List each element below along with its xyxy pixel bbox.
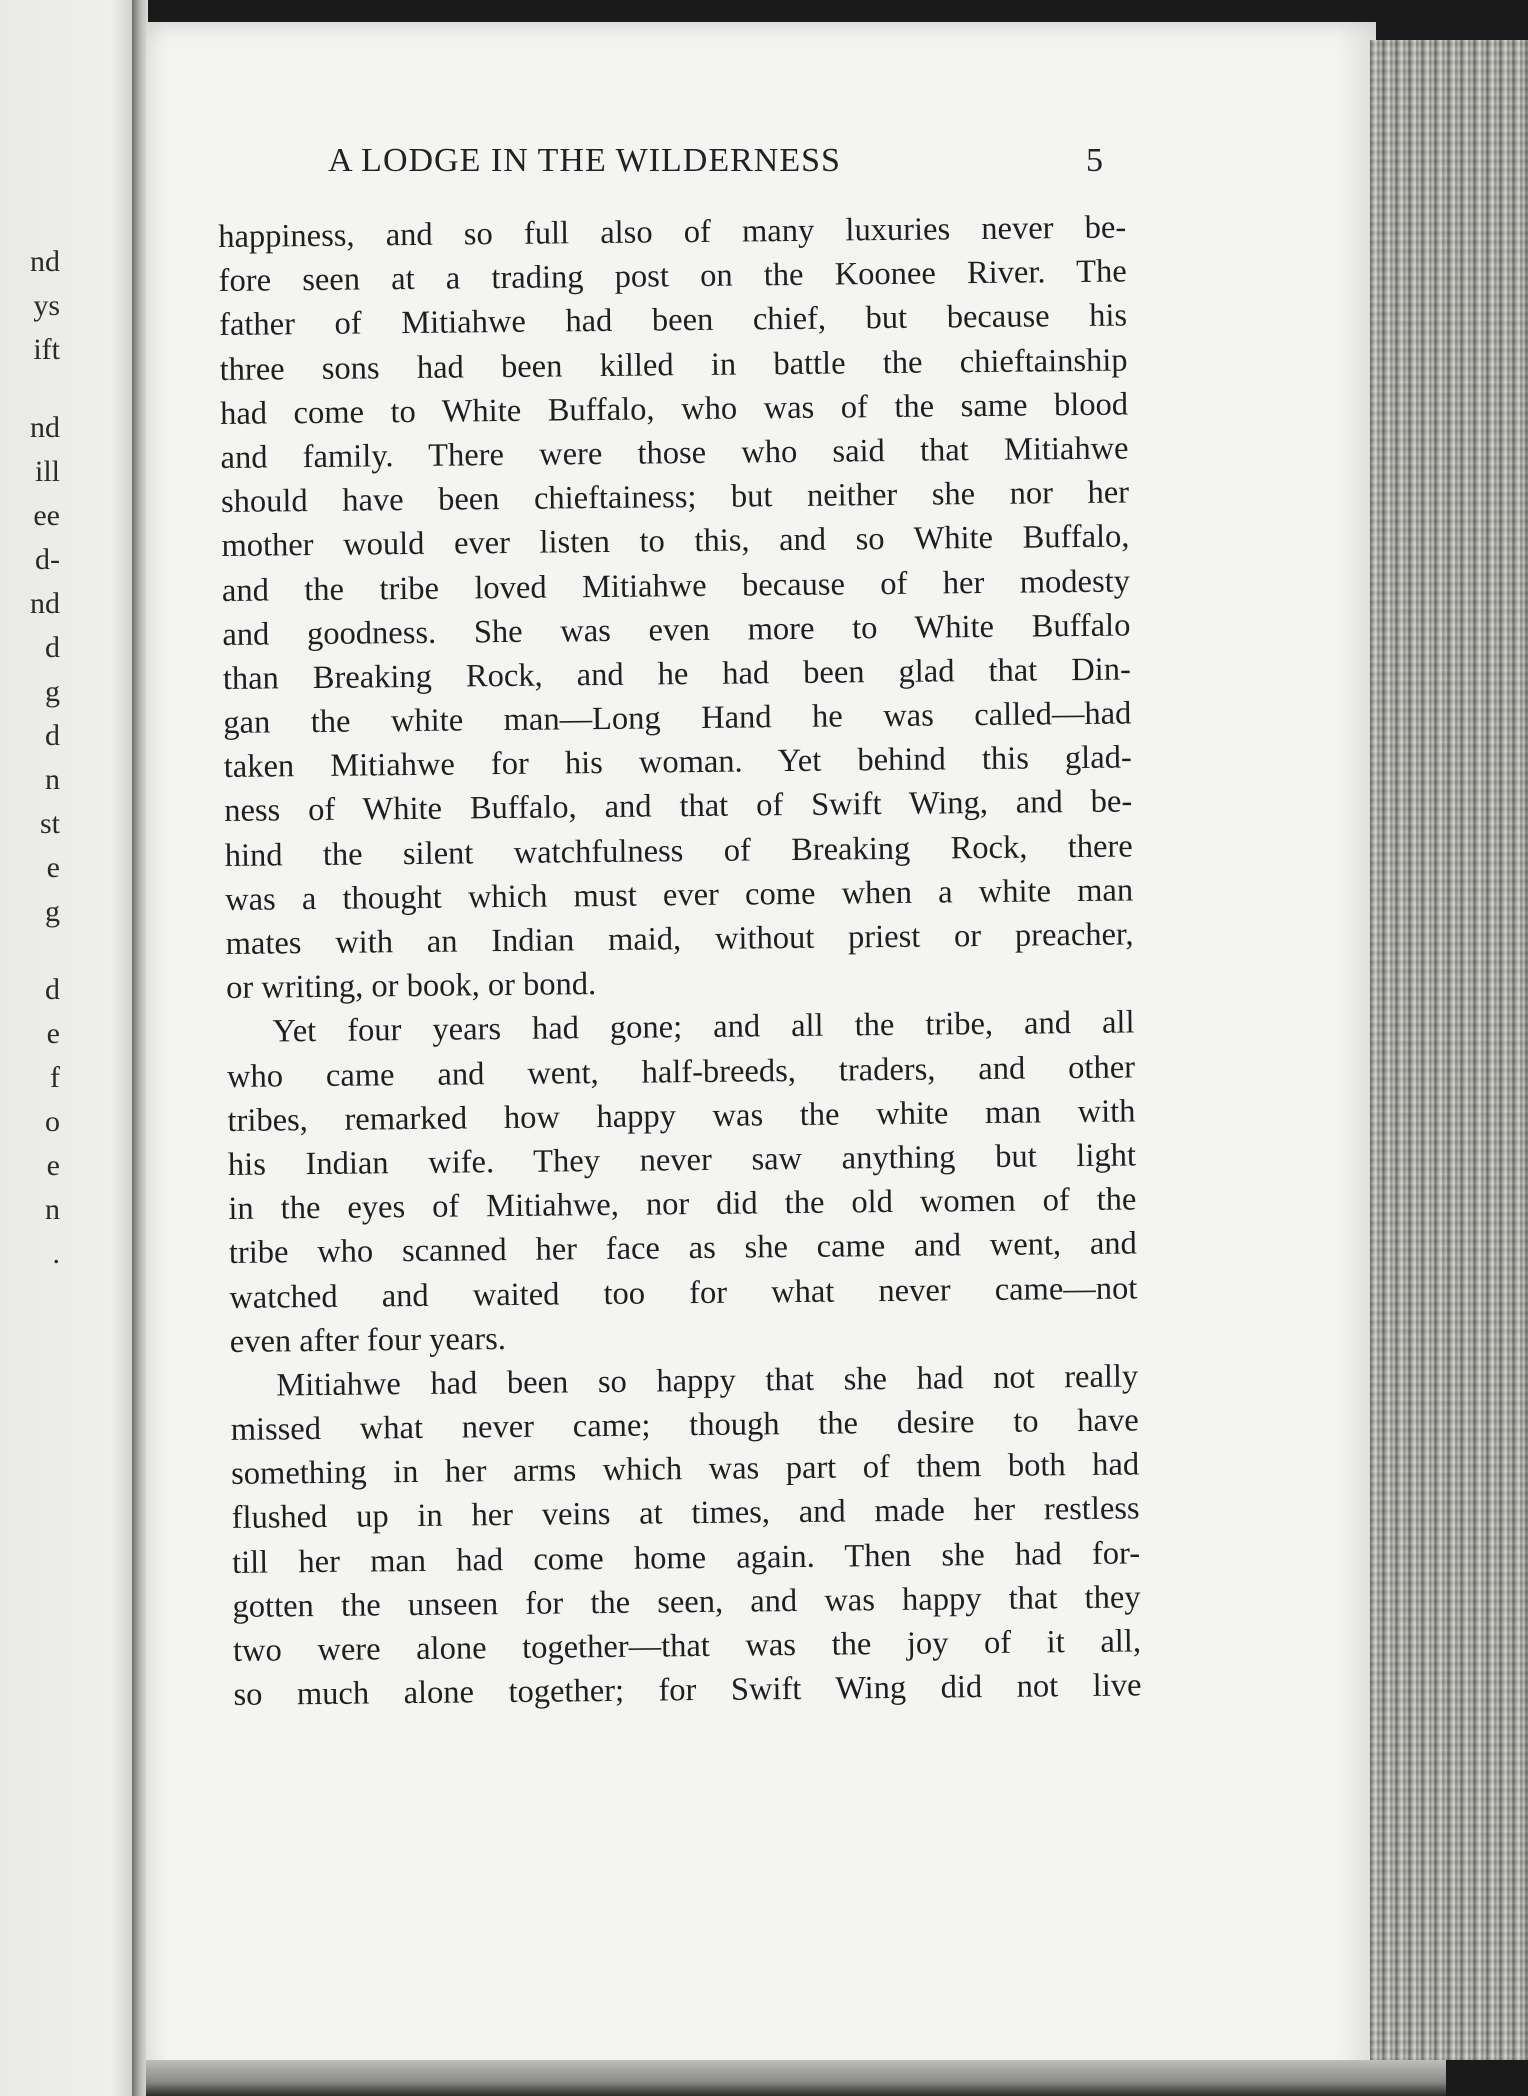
paragraph-1 <box>218 205 1134 1010</box>
text-line: ness of White Buffalo, and that of Swift Wing, and be- <box>224 783 1133 830</box>
text-line: tribes, remarked how happy was the white man with <box>227 1093 1136 1139</box>
text-line: fore seen at a trading post on the Koonee River. The <box>218 253 1127 300</box>
left-fragment: d <box>45 631 60 664</box>
text-line: missed what never came; though the desire to have <box>230 1402 1139 1448</box>
text-line: Yet four years had gone; and all the tribe, and all <box>272 1004 1135 1050</box>
left-fragment: ys <box>33 289 60 322</box>
text-line: mother would ever listen to this, and so White Buffalo, <box>221 518 1130 565</box>
left-fragment: d- <box>35 543 60 576</box>
text-line: had come to White Buffalo, who was of the same blood <box>219 386 1129 432</box>
left-fragment: g <box>45 895 60 928</box>
text-line: and the tribe loved Mitiahwe because of her modesty <box>221 562 1131 609</box>
left-fragment: o <box>45 1105 60 1138</box>
left-fragment: f <box>50 1061 60 1094</box>
text-line: flushed up in her veins at times, and made her restless <box>231 1490 1140 1537</box>
left-fragment-gap <box>0 372 60 406</box>
left-fragment-gap <box>0 934 60 968</box>
text-line: father of Mitiahwe had been chief, but because his <box>218 297 1128 344</box>
left-fragment: ill <box>34 455 60 488</box>
text-line: tribe who scanned her face as she came and went, and <box>228 1225 1138 1272</box>
body-text <box>218 205 1142 1717</box>
text-line: and family. There were those who said that Mitiahwe <box>220 430 1129 476</box>
bottom-page-edge <box>146 2060 1446 2096</box>
text-line: than Breaking Rock, and he had been glad that Din- <box>222 651 1131 697</box>
text-line: taken Mitiahwe for his woman. Yet behind this glad- <box>223 739 1132 786</box>
left-fragment: g <box>45 675 60 708</box>
left-fragment: n <box>45 763 60 796</box>
left-fragment: nd <box>30 411 60 444</box>
text-line: who came and went, half-breeds, traders, and other <box>226 1049 1136 1095</box>
left-fragment: e <box>46 1017 60 1050</box>
text-line: Mitiahwe had been so happy that she had not really <box>276 1358 1139 1404</box>
text-line: two were alone together—that was the joy of it all, <box>232 1623 1142 1669</box>
paragraph-3 <box>230 1354 1142 1717</box>
page-header <box>183 142 1103 192</box>
text-line: or writing, or book, or bond. <box>225 966 597 1007</box>
text-line: three sons had been killed in battle the chieftainship <box>219 342 1128 388</box>
left-page <box>0 0 138 2096</box>
page-edges <box>1370 40 1528 2060</box>
left-fragment: n <box>45 1193 60 1226</box>
left-fragment: nd <box>30 587 60 620</box>
text-line: even after four years. <box>229 1320 507 1360</box>
left-fragment: st <box>39 807 60 840</box>
left-fragment: ee <box>33 499 60 532</box>
text-line: mates with an Indian maid, without priest or preacher, <box>225 916 1134 962</box>
text-line: gan the white man—Long Hand he was called—had <box>223 695 1132 742</box>
text-line: in the eyes of Mitiahwe, nor did the old women of the <box>228 1181 1137 1228</box>
left-fragment: d <box>45 719 60 752</box>
left-fragment: e <box>46 1149 60 1182</box>
text-line: watched and waited too for what never came—not <box>229 1269 1138 1316</box>
text-line: hind the silent watchfulness of Breaking Rock, there <box>224 828 1133 874</box>
text-line: happiness, and so full also of many luxuries never be- <box>218 209 1127 255</box>
text-line: his Indian wife. They never saw anything but light <box>227 1137 1137 1183</box>
text-line: should have been chieftainess; but neither she nor her <box>220 474 1130 521</box>
page-number: 5 <box>1086 142 1103 179</box>
left-fragment: e <box>46 851 60 884</box>
running-head: A LODGE IN THE WILDERNESS <box>328 142 841 179</box>
text-line: something in her arms which was part of them both had <box>230 1446 1140 1493</box>
paragraph-2 <box>226 1001 1138 1364</box>
left-fragment: . <box>52 1237 60 1270</box>
text-line: and goodness. She was even more to White Buffalo <box>222 607 1131 653</box>
left-fragment: ift <box>33 333 60 366</box>
text-line: was a thought which must ever come when a white man <box>224 872 1134 918</box>
text-line: gotten the unseen for the seen, and was happy that they <box>232 1579 1141 1625</box>
left-fragment: nd <box>30 245 60 278</box>
text-line: till her man had come home again. Then she had for- <box>231 1535 1141 1581</box>
left-page-fragments <box>0 240 60 1276</box>
left-fragment: d <box>45 973 60 1006</box>
text-line: so much alone together; for Swift Wing did not live <box>233 1667 1142 1714</box>
